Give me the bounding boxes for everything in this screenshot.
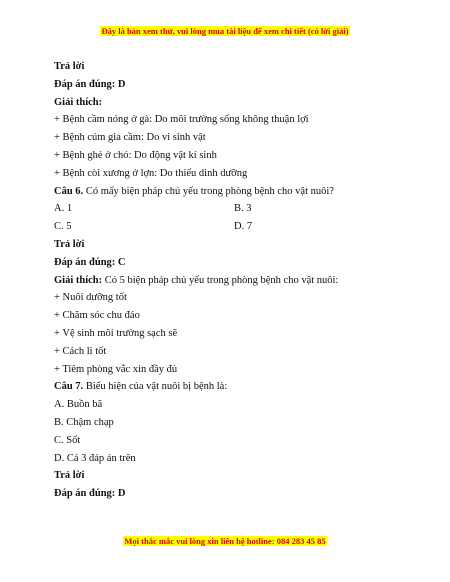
correct-answer: Đáp án đúng: D <box>54 488 126 500</box>
option-a: A. Buồn bã <box>54 399 103 411</box>
question-6-options-row-2 <box>54 218 414 236</box>
explanation-label: Giải thích: <box>54 274 103 286</box>
option-a: A. 1 <box>54 203 73 215</box>
option-d: D. Cả 3 đáp án trên <box>54 452 136 464</box>
question-number: Câu 6. <box>54 185 84 197</box>
question-text: Biểu hiện của vật nuôi bị bệnh là: <box>83 381 228 393</box>
document-body <box>54 58 414 503</box>
explanation-item: + Chăm sóc chu đáo <box>54 310 140 322</box>
explanation-item: + Nuôi dưỡng tốt <box>54 292 127 304</box>
explanation <box>54 272 414 290</box>
correct-answer: Đáp án đúng: C <box>54 256 126 268</box>
answer-heading: Trả lời <box>54 61 85 72</box>
explanation-item: + Bệnh cúm gia cầm: Do vi sinh vật <box>54 132 206 144</box>
header-notice <box>0 26 450 37</box>
question-6 <box>54 183 414 201</box>
explanation-item: + Cách li tốt <box>54 345 107 357</box>
header-notice-text: Đây là bản xem thử, vui lòng mua tài liệu để xem chi tiết (có lời giải) <box>101 26 349 36</box>
explanation-heading: Giải thích: <box>54 96 103 108</box>
question-text: Có mấy biện pháp chủ yếu trong phòng bệnh cho vật nuôi? <box>83 185 334 197</box>
option-c: C. Sốt <box>54 434 81 446</box>
question-6-options-row-1 <box>54 200 414 218</box>
explanation-item: + Bệnh còi xương ở lợn: Do thiếu dinh dưỡng <box>54 167 248 179</box>
question-number: Câu 7. <box>54 381 84 393</box>
answer-heading: Trả lời <box>54 470 85 482</box>
explanation-item: + Vệ sinh môi trường sạch sẽ <box>54 327 178 339</box>
option-b: B. 3 <box>234 203 252 215</box>
option-c: C. 5 <box>54 221 72 233</box>
explanation-text: Có 5 biện pháp chủ yếu trong phòng bệnh cho vật nuôi: <box>102 274 339 286</box>
question-7 <box>54 378 414 396</box>
footer-notice <box>0 536 450 547</box>
correct-answer: Đáp án đúng: D <box>54 78 126 90</box>
footer-notice-text: Mọi thắc mắc vui lòng xin liên hệ hotline: 084 283 45 85 <box>124 536 326 546</box>
explanation-item: + Bệnh ghẻ ở chó: Do động vật kí sinh <box>54 149 217 161</box>
explanation-item: + Tiêm phòng vắc xin đầy đủ <box>54 363 178 375</box>
answer-heading: Trả lời <box>54 238 85 250</box>
explanation-item: + Bệnh cầm nóng ở gà: Do môi trường sống không thuận lợi <box>54 114 309 126</box>
option-d: D. 7 <box>234 221 253 233</box>
option-b: B. Chậm chạp <box>54 416 114 428</box>
